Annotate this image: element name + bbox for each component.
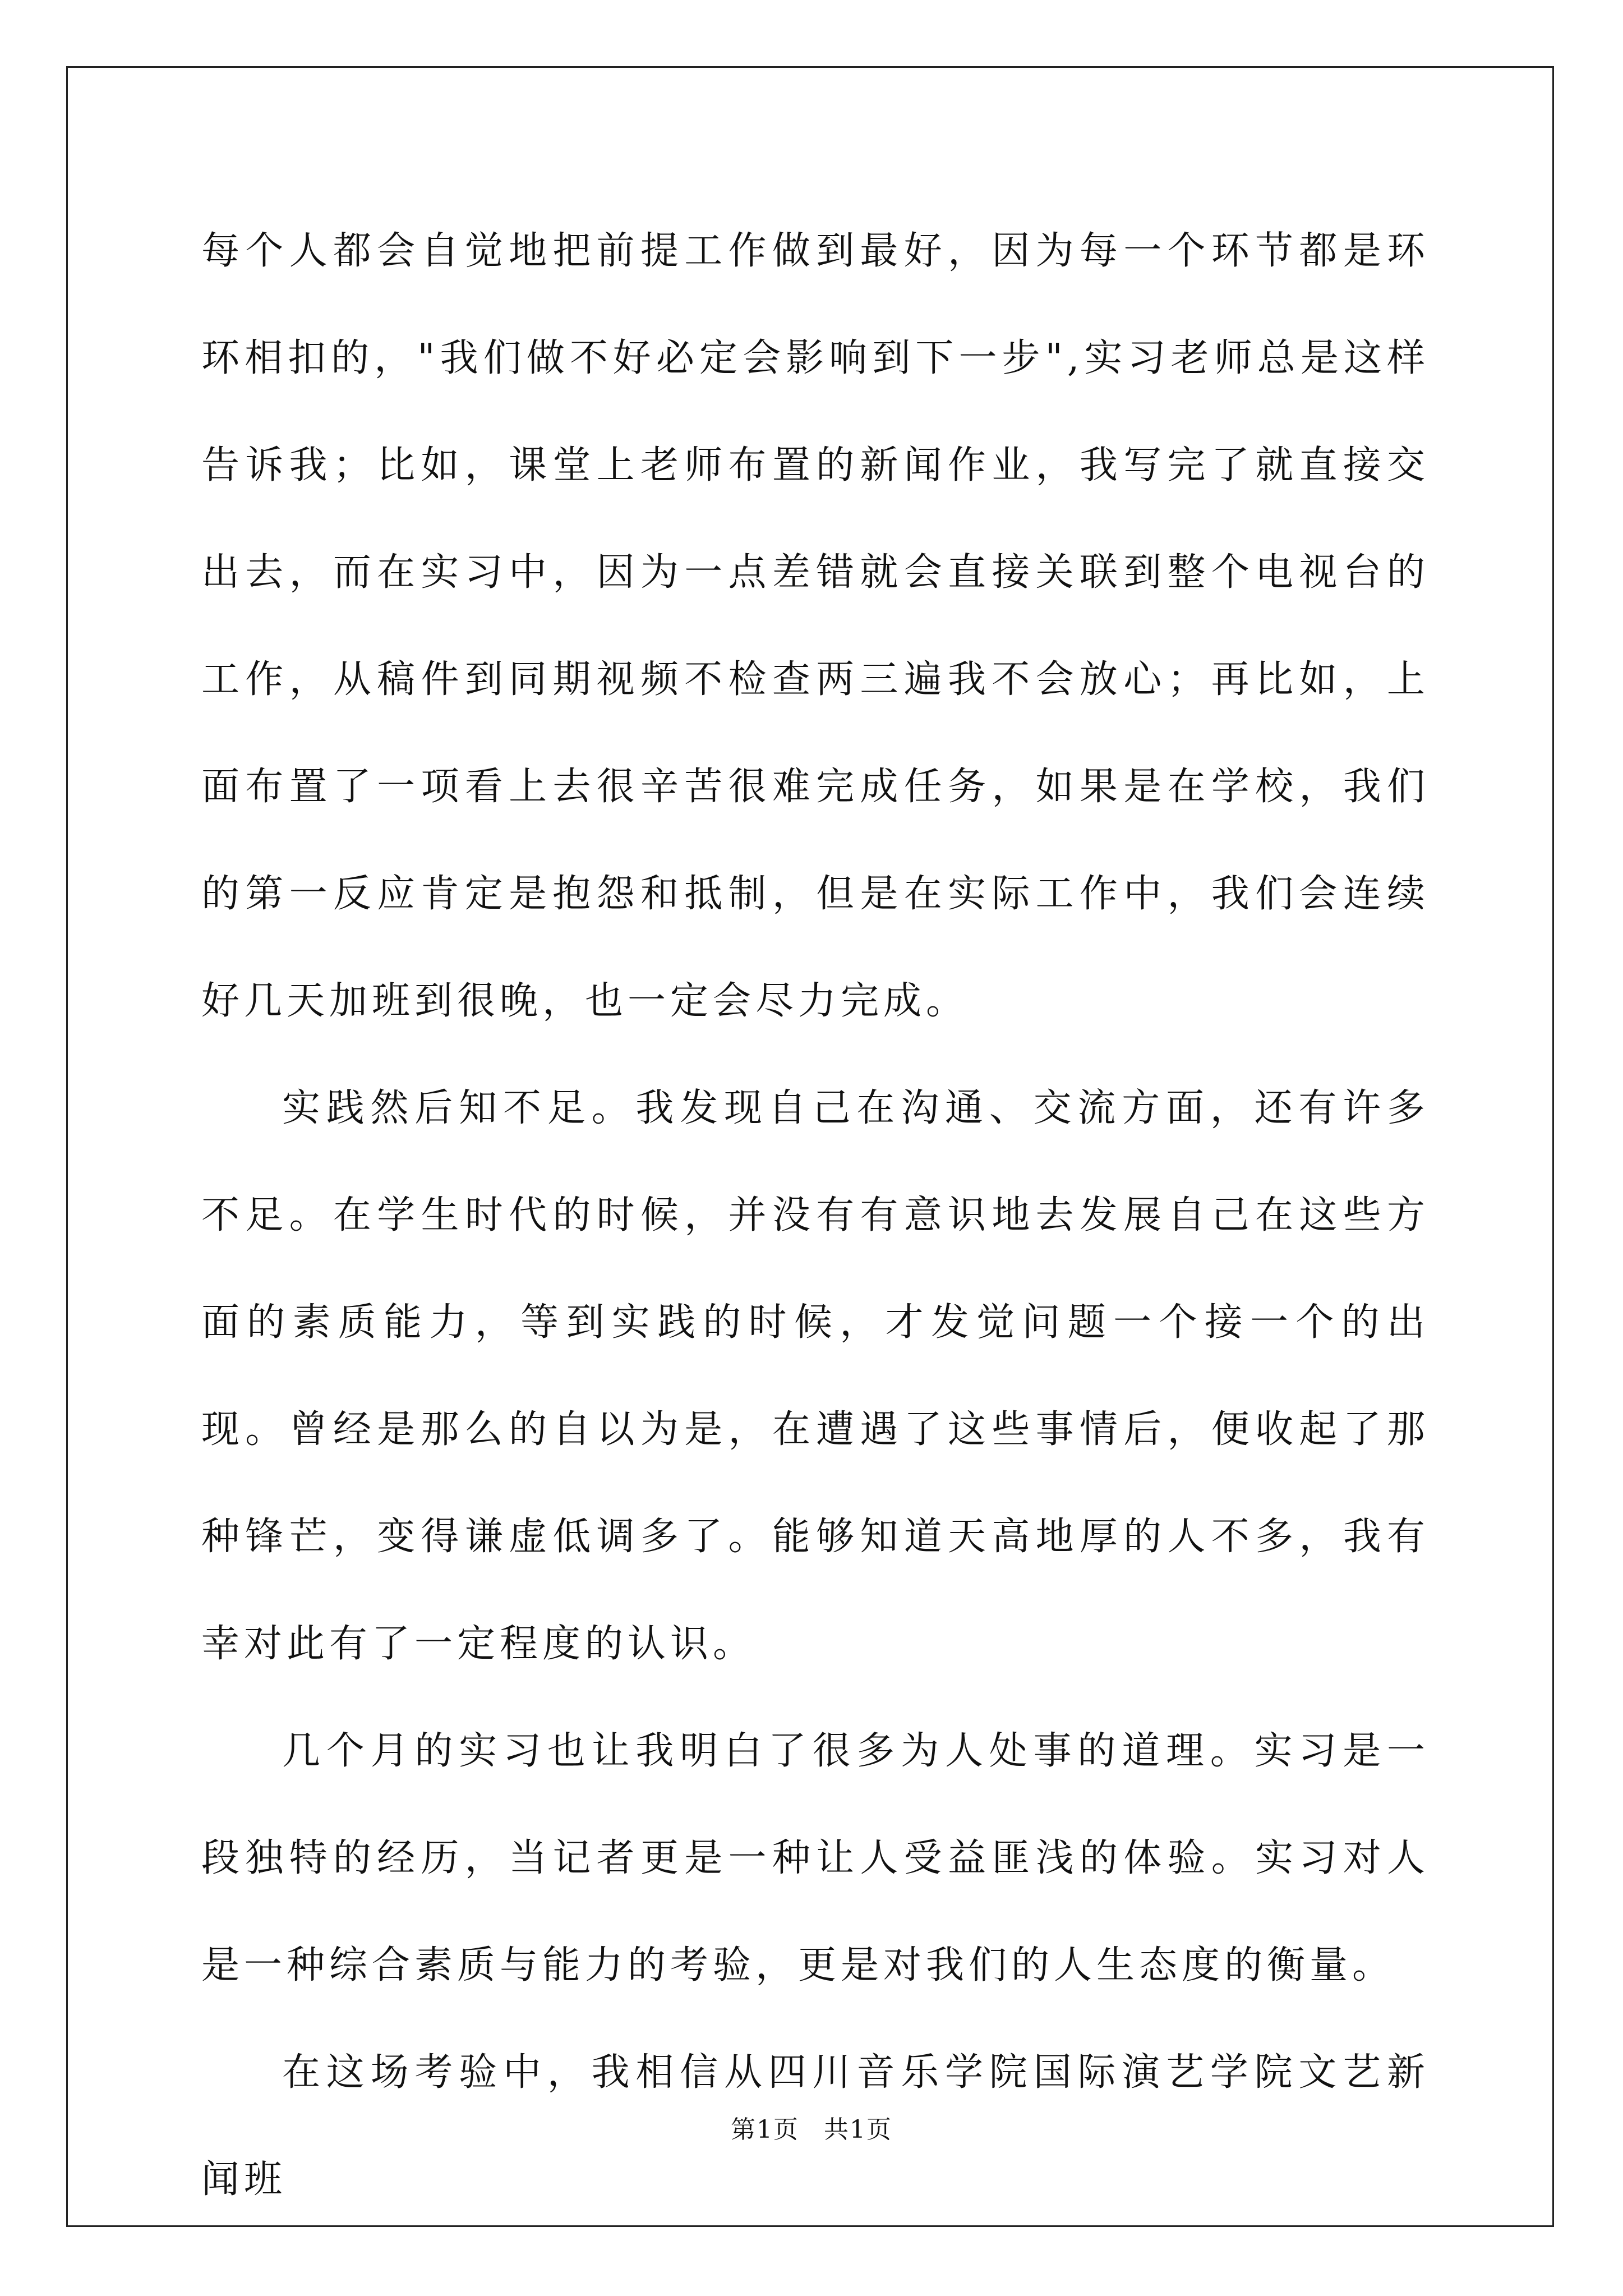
paragraph-3: 几个月的实习也让我明白了很多为人处事的道理。实习是一段独特的经历，当记者更是一种让人受益匪浅的体验。实习对人是一种综合素质与能力的考验，更是对我们的人生态度的衡量。 [201, 1729, 1430, 1987]
paragraph-4: 在这场考验中，我相信从四川音乐学院国际演艺学院文艺新闻班 [201, 2050, 1430, 2202]
page-number: 第1页 [731, 2115, 799, 2144]
document-body [201, 197, 1430, 2233]
paragraph-2: 实践然后知不足。我发现自己在沟通、交流方面，还有许多不足。在学生时代的时候，并没有有意识地去发展自己在这些方面的素质能力，等到实践的时候，才发觉问题一个接一个的出现。曾经是那么的自以为是，在遭遇了这些事情后，便收起了那种锋芒，变得谦虚低调多了。能够知道天高地厚的人不多，我有幸对此有了一定程度的认识。 [201, 1086, 1430, 1666]
paragraph-1: 每个人都会自觉地把前提工作做到最好，因为每一个环节都是环环相扣的，"我们做不好必定会影响到下一步",实习老师总是这样告诉我；比如，课堂上老师布置的新闻作业，我写完了就直接交出去，而在实习中，因为一点差错就会直接关联到整个电视台的工作，从稿件到同期视频不检查两三遍我不会放心；再比如，上面布置了一项看上去很辛苦很难完成任务，如果是在学校，我们的第一反应肯定是抱怨和抵制，但是在实际工作中，我们会连续好几天加班到很晚，也一定会尽力完成。 [201, 229, 1430, 1023]
page-total: 共1页 [824, 2115, 892, 2144]
page-footer [0, 2109, 1623, 2145]
